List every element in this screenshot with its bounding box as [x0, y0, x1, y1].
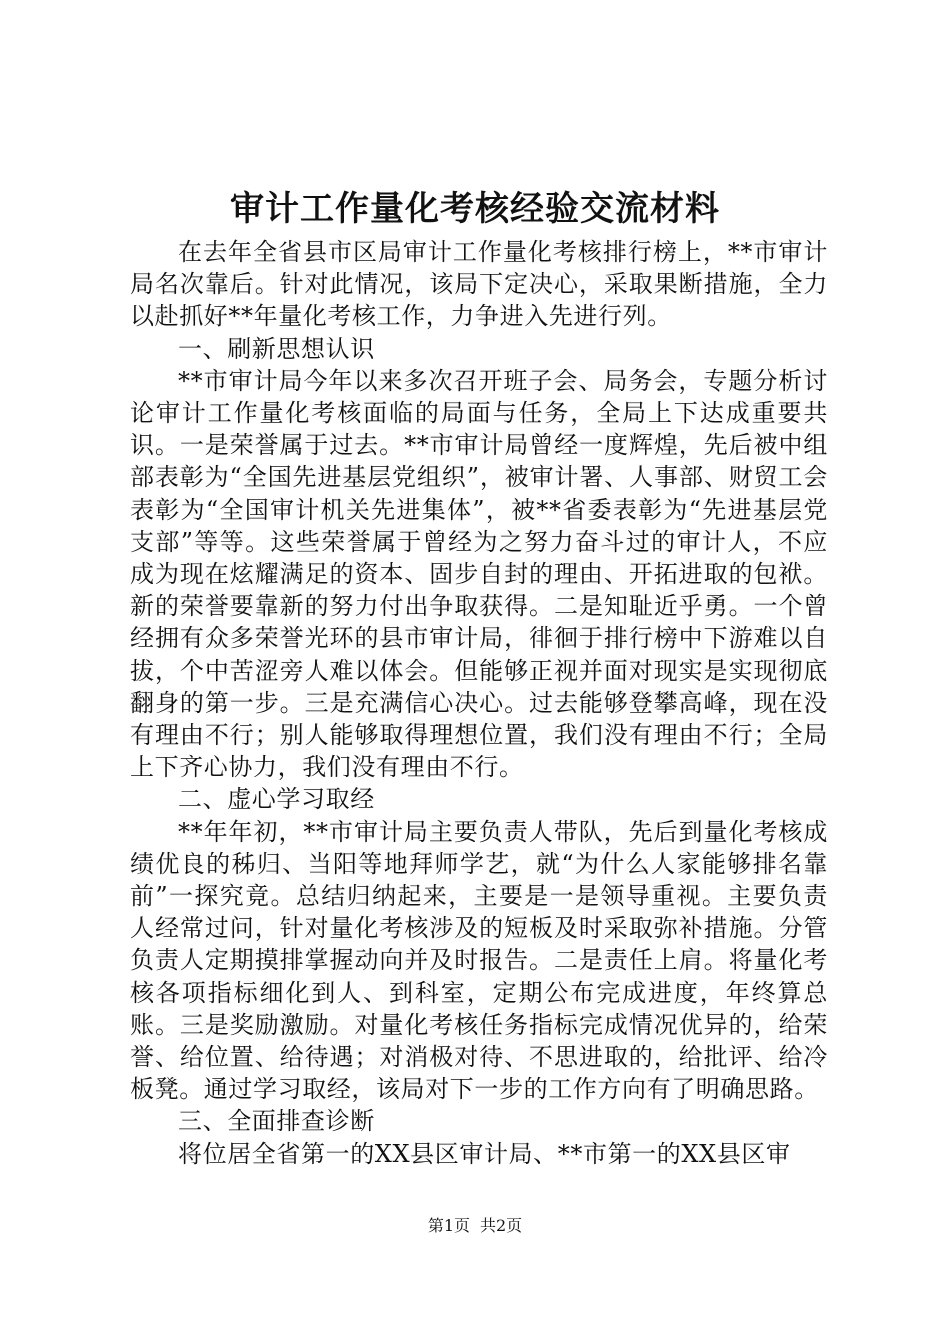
- section-2-paragraph: **年年初，**市审计局主要负责人带队，先后到量化考核成绩优良的秭归、当阳等地拜师学艺，就“为什么人家能够排名靠前”一探究竟。总结归纳起来，主要是一是领导重视。主要负责人经常过问，针对量化考核涉及的短板及时采取弥补措施。分管负责人定期摸排掌握动向并及时报告。二是责任上肩。将量化考核各项指标细化到人、到科室，定期公布完成进度，年终算总账。三是奖励激励。对量化考核任务指标完成情况优异的，给荣誉、给位置、给待遇；对消极对待、不思进取的，给批评、给冷板凳。通过学习取经，该局对下一步的工作方向有了明确思路。: [130, 817, 828, 1104]
- section-3-heading: 三、全面排查诊断: [178, 1107, 375, 1136]
- section-2-heading: 二、虚心学习取经: [178, 785, 375, 814]
- page-footer: [0, 1214, 950, 1238]
- page-total: 共2页: [480, 1216, 523, 1235]
- section-1-paragraph: **市审计局今年以来多次召开班子会、局务会，专题分析讨论审计工作量化考核面临的局面与任务，全局上下达成重要共识。一是荣誉属于过去。**市审计局曾经一度辉煌，先后被中组部表彰为“全国先进基层党组织”，被审计署、人事部、财贸工会表彰为“全国审计机关先进集体”，被**省委表彰为“先进基层党支部”等等。这些荣誉属于曾经为之努力奋斗过的审计人，不应成为现在炫耀满足的资本、固步自封的理由、开拓进取的包袱。新的荣誉要靠新的努力付出争取获得。二是知耻近乎勇。一个曾经拥有众多荣誉光环的县市审计局，徘徊于排行榜中下游难以自拔，个中苦涩旁人难以体会。但能够正视并面对现实是实现彻底翻身的第一步。三是充满信心决心。过去能够登攀高峰，现在没有理由不行；别人能够取得理想位置，我们没有理由不行；全局上下齐心协力，我们没有理由不行。: [130, 366, 828, 782]
- document-title: 审计工作量化考核经验交流材料: [230, 189, 720, 229]
- intro-paragraph: 在去年全省县市区局审计工作量化考核排行榜上，**市审计局名次靠后。针对此情况，该局下定决心，采取果断措施，全力以赴抓好**年量化考核工作，力争进入先进行列。: [130, 238, 828, 331]
- page-number: 第1页: [427, 1216, 470, 1235]
- section-1-heading: 一、刷新思想认识: [178, 334, 375, 363]
- document-body: [130, 236, 828, 1170]
- section-3-paragraph: 将位居全省第一的XX县区审计局、**市第一的XX县区审: [178, 1139, 791, 1168]
